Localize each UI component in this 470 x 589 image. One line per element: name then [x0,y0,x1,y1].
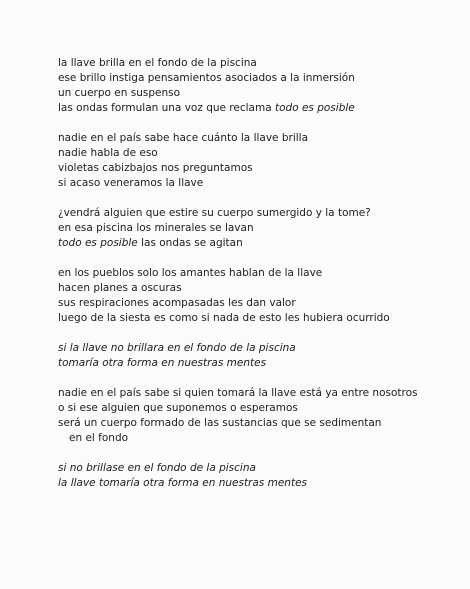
poem-line-italic: si la llave no brillara en el fondo de la piscina [58,342,296,354]
poem-line: la llave brilla en el fondo de la piscina [58,57,257,69]
poem-line-italic: tomaría otra forma en nuestras mentes [58,357,267,369]
poem-line [58,236,464,251]
poem-line: nadie habla de eso [58,147,158,159]
poem-line-italic: todo es posible [274,102,355,114]
poem-line: será un cuerpo formado de las sustancias que se sedimentan [58,417,382,429]
poem-line: si acaso veneramos la llave [58,177,204,189]
poem-line: nadie en el país sabe hace cuánto la llave brilla [58,132,309,144]
stanza-3 [58,206,464,251]
poem-line-text: las ondas se agitan [137,237,243,249]
poem [58,56,464,506]
poem-line-text: las ondas formulan una voz que reclama [58,102,275,114]
stanza-6 [58,386,464,446]
poem-line: un cuerpo en suspenso [58,87,181,99]
poem-line: o si ese alguien que suponemos o esperamos [58,402,298,414]
poem-line-italic: si no brillase en el fondo de la piscina [58,462,256,474]
poem-line [58,101,464,116]
stanza-5 [58,341,464,371]
poem-line: violetas cabizbajos nos preguntamos [58,162,253,174]
poem-line: en los pueblos solo los amantes hablan de la llave [58,267,323,279]
poem-line: luego de la siesta es como si nada de esto les hubiera ocurrido [58,312,390,324]
poem-line: ¿vendrá alguien que estire su cuerpo sumergido y la tome? [58,207,371,219]
poem-line: nadie en el país sabe si quien tomará la llave está ya entre nosotros [58,387,418,399]
stanza-1 [58,56,464,116]
poem-line-indented: en el fondo [69,432,129,444]
poem-line: en esa piscina los minerales se lavan [58,222,254,234]
poem-line: sus respiraciones acompasadas les dan valor [58,297,296,309]
poem-line-italic: todo es posible [58,237,138,249]
stanza-7 [58,461,464,491]
poem-line-italic: la llave tomaría otra forma en nuestras mentes [58,477,308,489]
stanza-4 [58,266,464,326]
stanza-2 [58,131,464,191]
poem-line: ese brillo instiga pensamientos asociados a la inmersión [58,72,355,84]
poem-line: hacen planes a oscuras [58,282,182,294]
